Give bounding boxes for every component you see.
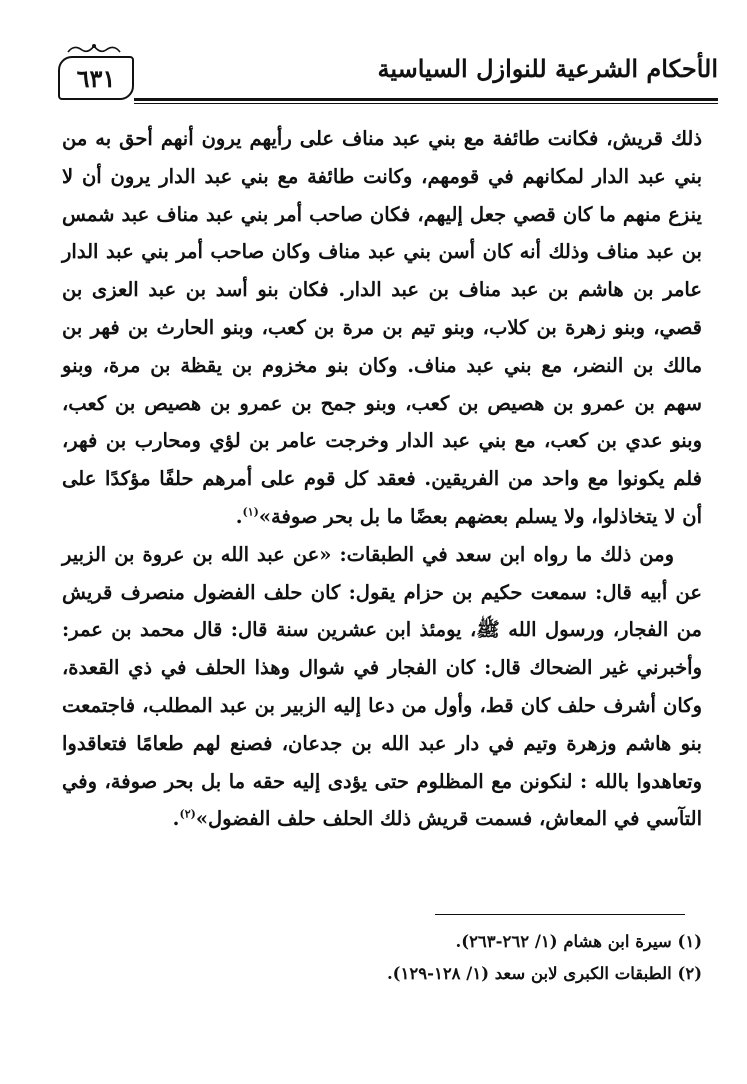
page-number-ornament-icon [64,42,124,54]
text-line: في دار عبد الله بن جدعان، فصنع لهم طعامًا فتعاقدوا وتعاهدوا بالله : لنكونن مع [62,731,703,793]
sentence-end: . [172,807,180,831]
text-line: مناف بن عبد الدار. فكان بنو أسد بن عبد العزى بن قصي، وبنو زهرة بن كلاب، وبنو [62,278,703,339]
text-line: قال: سمعت حكيم بن حزام يقول: كان حلف الفضول منصرف قريش من الفجار، [62,580,702,642]
text-line: وكان بنو مخزوم بن يقظة بن مرة، وبنو سهم بن عمرو بن هصيص بن كعب، وبنو جمح [62,353,702,415]
paragraph-2 [62,536,702,838]
text-line: بن عمرو بن هصيص بن كعب، وبنو عدي بن كعب، مع بني عبد الدار وخرجت [62,391,702,453]
text-line: الدار لمكانهم في قومهم، وكانت طائفة مع بني عبد الدار يرون أن لا ينزع منهم ما كان [62,164,702,226]
text-line: تيم بن مرة بن كعب، وبنو الحارث بن فهر بن مالك بن النضر، مع بني عبد مناف. [62,315,703,377]
text-line: ذلك قريش، فكانت طائفة مع بني عبد مناف على رأيهم يرون أنهم أحق به من بني عبد [62,127,702,188]
text-line: كان قط، وأول من دعا إليه الزبير بن عبد المطلب، فاجتمعت بنو هاشم وزهرة وتيم [62,693,702,755]
footnote-marker-1[interactable]: (١) [242,505,259,519]
text-line: عامر بن لؤي ومحارب بن فهر، فلم يكونوا مع واحد من الفريقين. فعقد كل قوم على [62,429,702,491]
text-line: المظلوم حتى يؤدى إليه حقه ما بل بحر صوفة، وفي التآسي في المعاش، فسمت قريش [62,769,702,831]
text-line: ذلك الحلف حلف الفضول» [195,807,412,831]
footnotes [62,926,702,990]
running-title: الأحكام الشرعية للنوازل السياسية [377,54,718,83]
footnote-divider [435,914,685,915]
page-header [58,42,718,102]
text-line: الضحاك قال: كان الفجار في شوال وهذا الحلف في ذي القعدة، وكان أشرف حلف [62,656,703,717]
main-text [62,120,702,838]
text-line: ورسول الله ﷺ، يومئذ ابن عشرين سنة قال: قال محمد بن عمر: وأخبرني غير [62,618,703,680]
page-number: ٦٣١ [58,56,134,100]
footnote-1: (١) سيرة ابن هشام (١/ ٢٦٢-٢٦٣). [455,932,702,951]
footnote-2: (٢) الطبقات الكبرى لابن سعد (١/ ١٢٨-١٢٩). [386,964,702,983]
header-divider-thin [134,103,718,104]
text-line: أنه كان أسن بني عبد مناف وكان صاحب أمر بني عبد الدار عامر بن هاشم بن عبد [62,240,702,302]
text-line: أمرهم حلفًا مؤكدًا على أن لا يتخاذلوا، ولا يسلم بعضهم بعضًا ما بل بحر صوفة» [62,467,702,528]
sentence-end: . [235,504,243,528]
header-divider-thick [134,98,718,101]
footnote-marker-2[interactable]: (٢) [179,807,196,821]
text-line: قصي جعل إليهم، فكان صاحب أمر بني عبد مناف عبد شمس بن عبد مناف وذلك [62,202,702,264]
text-line: ومن ذلك ما رواه ابن سعد في الطبقات: «عن عبد الله بن عروة بن الزبير عن أبيه [62,542,703,604]
paragraph-1 [62,120,702,536]
